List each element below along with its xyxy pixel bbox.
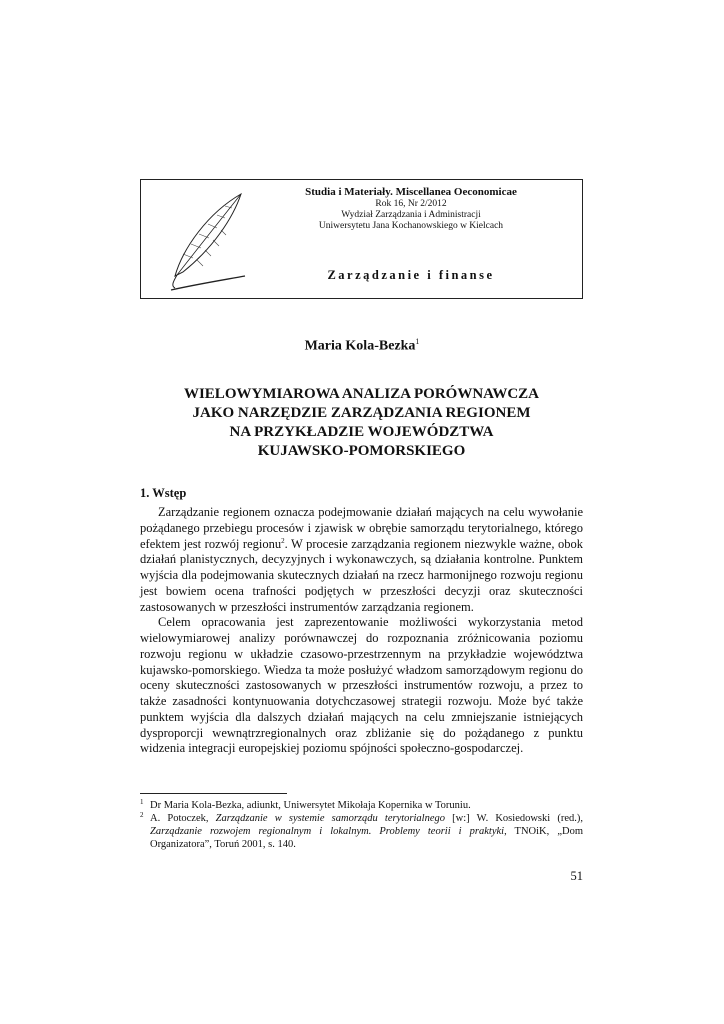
journal-university: Uniwersytetu Jana Kochanowskiego w Kielcach — [318, 221, 504, 231]
title-line: WIELOWYMIAROWA ANALIZA PORÓWNAWCZA — [183, 386, 540, 402]
journal-info — [251, 186, 571, 232]
title-line: KUJAWSKO-POMORSKIEGO — [257, 443, 466, 459]
footnote — [140, 799, 583, 812]
footnote-divider — [140, 793, 287, 794]
paragraph: Celem opracowania jest zaprezentowanie możliwości wykorzystania metod wielowymiarowej analizy porównawczej do rozpoznania zróżnicowania poziomu rozwoju regionu w układzie czasowo-przestrzennym na przykładzie województwa kujawsko-pomorskiego. Wiedza ta może posłużyć władzom samorządowym regionu do oceny skuteczności zastosowanych w przeszłości instrumentów rozwoju, a przez to także zasadności kontynuowania dotychczasowej strategii rozwoju. Może być także punktem wyjścia dla dalszych działań mających na celu zmniejszanie istniejących dysproporcji wewnątrzregionalnych oraz zbliżanie się do pożądanego z punktu widzenia integracji europejskiej poziomu spójności społeczno-gospodarczej. — [140, 615, 583, 756]
paragraph-text: Zarządzanie regionem oznacza podejmowanie działań mających na celu wywołanie pożądanego przebiegu procesów i zjawisk w obrębie samorządu terytorialnego, którego efektem jest rozwój regionu — [140, 505, 583, 551]
journal-faculty: Wydział Zarządzania i Administracji — [341, 210, 481, 220]
page-number: 51 — [570, 869, 583, 883]
paragraph-text: . W procesie zarządzania regionem niezwykle ważne, obok działań planistycznych, decyzyjnych i wykonawczych, są działania kontrolne. Punktem wyjścia dla podejmowania skutecznych działań na rzecz harmonijnego rozwoju regionu jest bowiem ocena trafności podjętych w przeszłości decyzji oraz skuteczności zastosowanych w przeszłości instrumentów zarządzania regionem. — [140, 536, 583, 614]
footnote-italic-title: Zarządzanie rozwojem regionalnym i lokalnym. Problemy teorii i praktyki — [150, 826, 505, 837]
title-line: NA PRZYKŁADZIE WOJEWÓDZTWA — [229, 424, 494, 440]
footnotes — [140, 799, 583, 851]
footnote-text: , TNOiK, „Dom Organizatora”, Toruń 2001, s. 140. — [150, 826, 583, 850]
author-name — [0, 337, 724, 355]
footnote-number: 2 — [140, 811, 144, 819]
article-body — [140, 505, 583, 757]
journal-header-box — [140, 179, 583, 299]
footnote-text: [w:] W. Kosiedowski (red.), — [444, 813, 583, 824]
footnote-text: Dr Maria Kola-Bezka, adiunkt, Uniwersytet Mikołaja Kopernika w Toruniu. — [150, 800, 471, 811]
footnote-text: A. Potoczek, — [150, 813, 216, 824]
section-heading: 1. Wstęp — [140, 486, 187, 500]
journal-volume: Rok 16, Nr 2/2012 — [375, 199, 447, 209]
footnote-number: 1 — [140, 798, 144, 806]
author-footnote-ref[interactable]: 1 — [415, 337, 420, 346]
quill-pen-icon — [153, 188, 248, 291]
journal-section: Zarządzanie i finanse — [327, 268, 495, 282]
author-name-text: Maria Kola-Bezka — [304, 338, 416, 354]
footnote-italic-title: Zarządzanie w systemie samorządu terytorialnego — [215, 813, 445, 824]
article-title — [140, 385, 583, 461]
journal-title: Studia i Materiały. Miscellanea Oeconomicae — [305, 186, 517, 198]
title-line: JAKO NARZĘDZIE ZARZĄDZANIA REGIONEM — [192, 405, 531, 421]
paragraph — [140, 505, 583, 615]
footnote-ref[interactable]: 2 — [281, 536, 285, 545]
footnote — [140, 812, 583, 851]
